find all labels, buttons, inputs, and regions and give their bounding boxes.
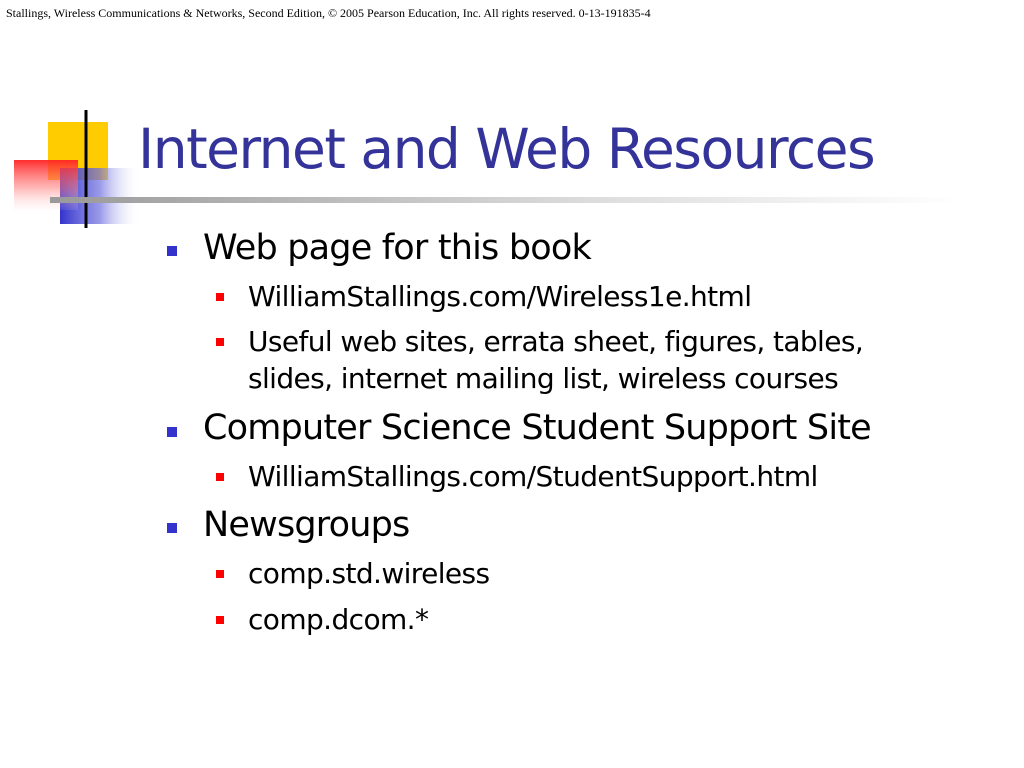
- sub-bullet-support-url: WilliamStallings.com/StudentSupport.html: [248, 460, 818, 493]
- bullet-newsgroups: Newsgroups: [203, 505, 410, 545]
- sub-bullet-useful-sites: Useful web sites, errata sheet, figures, tables,: [248, 325, 864, 358]
- level1-bullet-square: [167, 427, 177, 437]
- copyright-header: Stallings, Wireless Communications & Networks, Second Edition, © 2005 Pearson Education, Inc. All rights reserved. 0-13-191835-4: [6, 6, 651, 20]
- slide-title: Internet and Web Resources: [138, 117, 875, 181]
- level2-bullet-square: [216, 338, 224, 346]
- level1-bullet-square: [167, 523, 177, 533]
- sub-bullet-useful-sites-continued: slides, internet mailing list, wireless courses: [248, 362, 839, 395]
- sub-bullet-comp-std-wireless: comp.std.wireless: [248, 557, 490, 590]
- level2-bullet-square: [216, 616, 224, 624]
- level1-bullet-square: [167, 246, 177, 256]
- title-underline: [50, 197, 960, 203]
- sub-bullet-url: WilliamStallings.com/Wireless1e.html: [248, 280, 752, 313]
- sub-bullet-comp-dcom: comp.dcom.*: [248, 603, 429, 636]
- level2-bullet-square: [216, 570, 224, 578]
- level2-bullet-square: [216, 293, 224, 301]
- bullet-student-support: Computer Science Student Support Site: [203, 408, 871, 448]
- bullet-web-page: Web page for this book: [203, 228, 591, 268]
- level2-bullet-square: [216, 473, 224, 481]
